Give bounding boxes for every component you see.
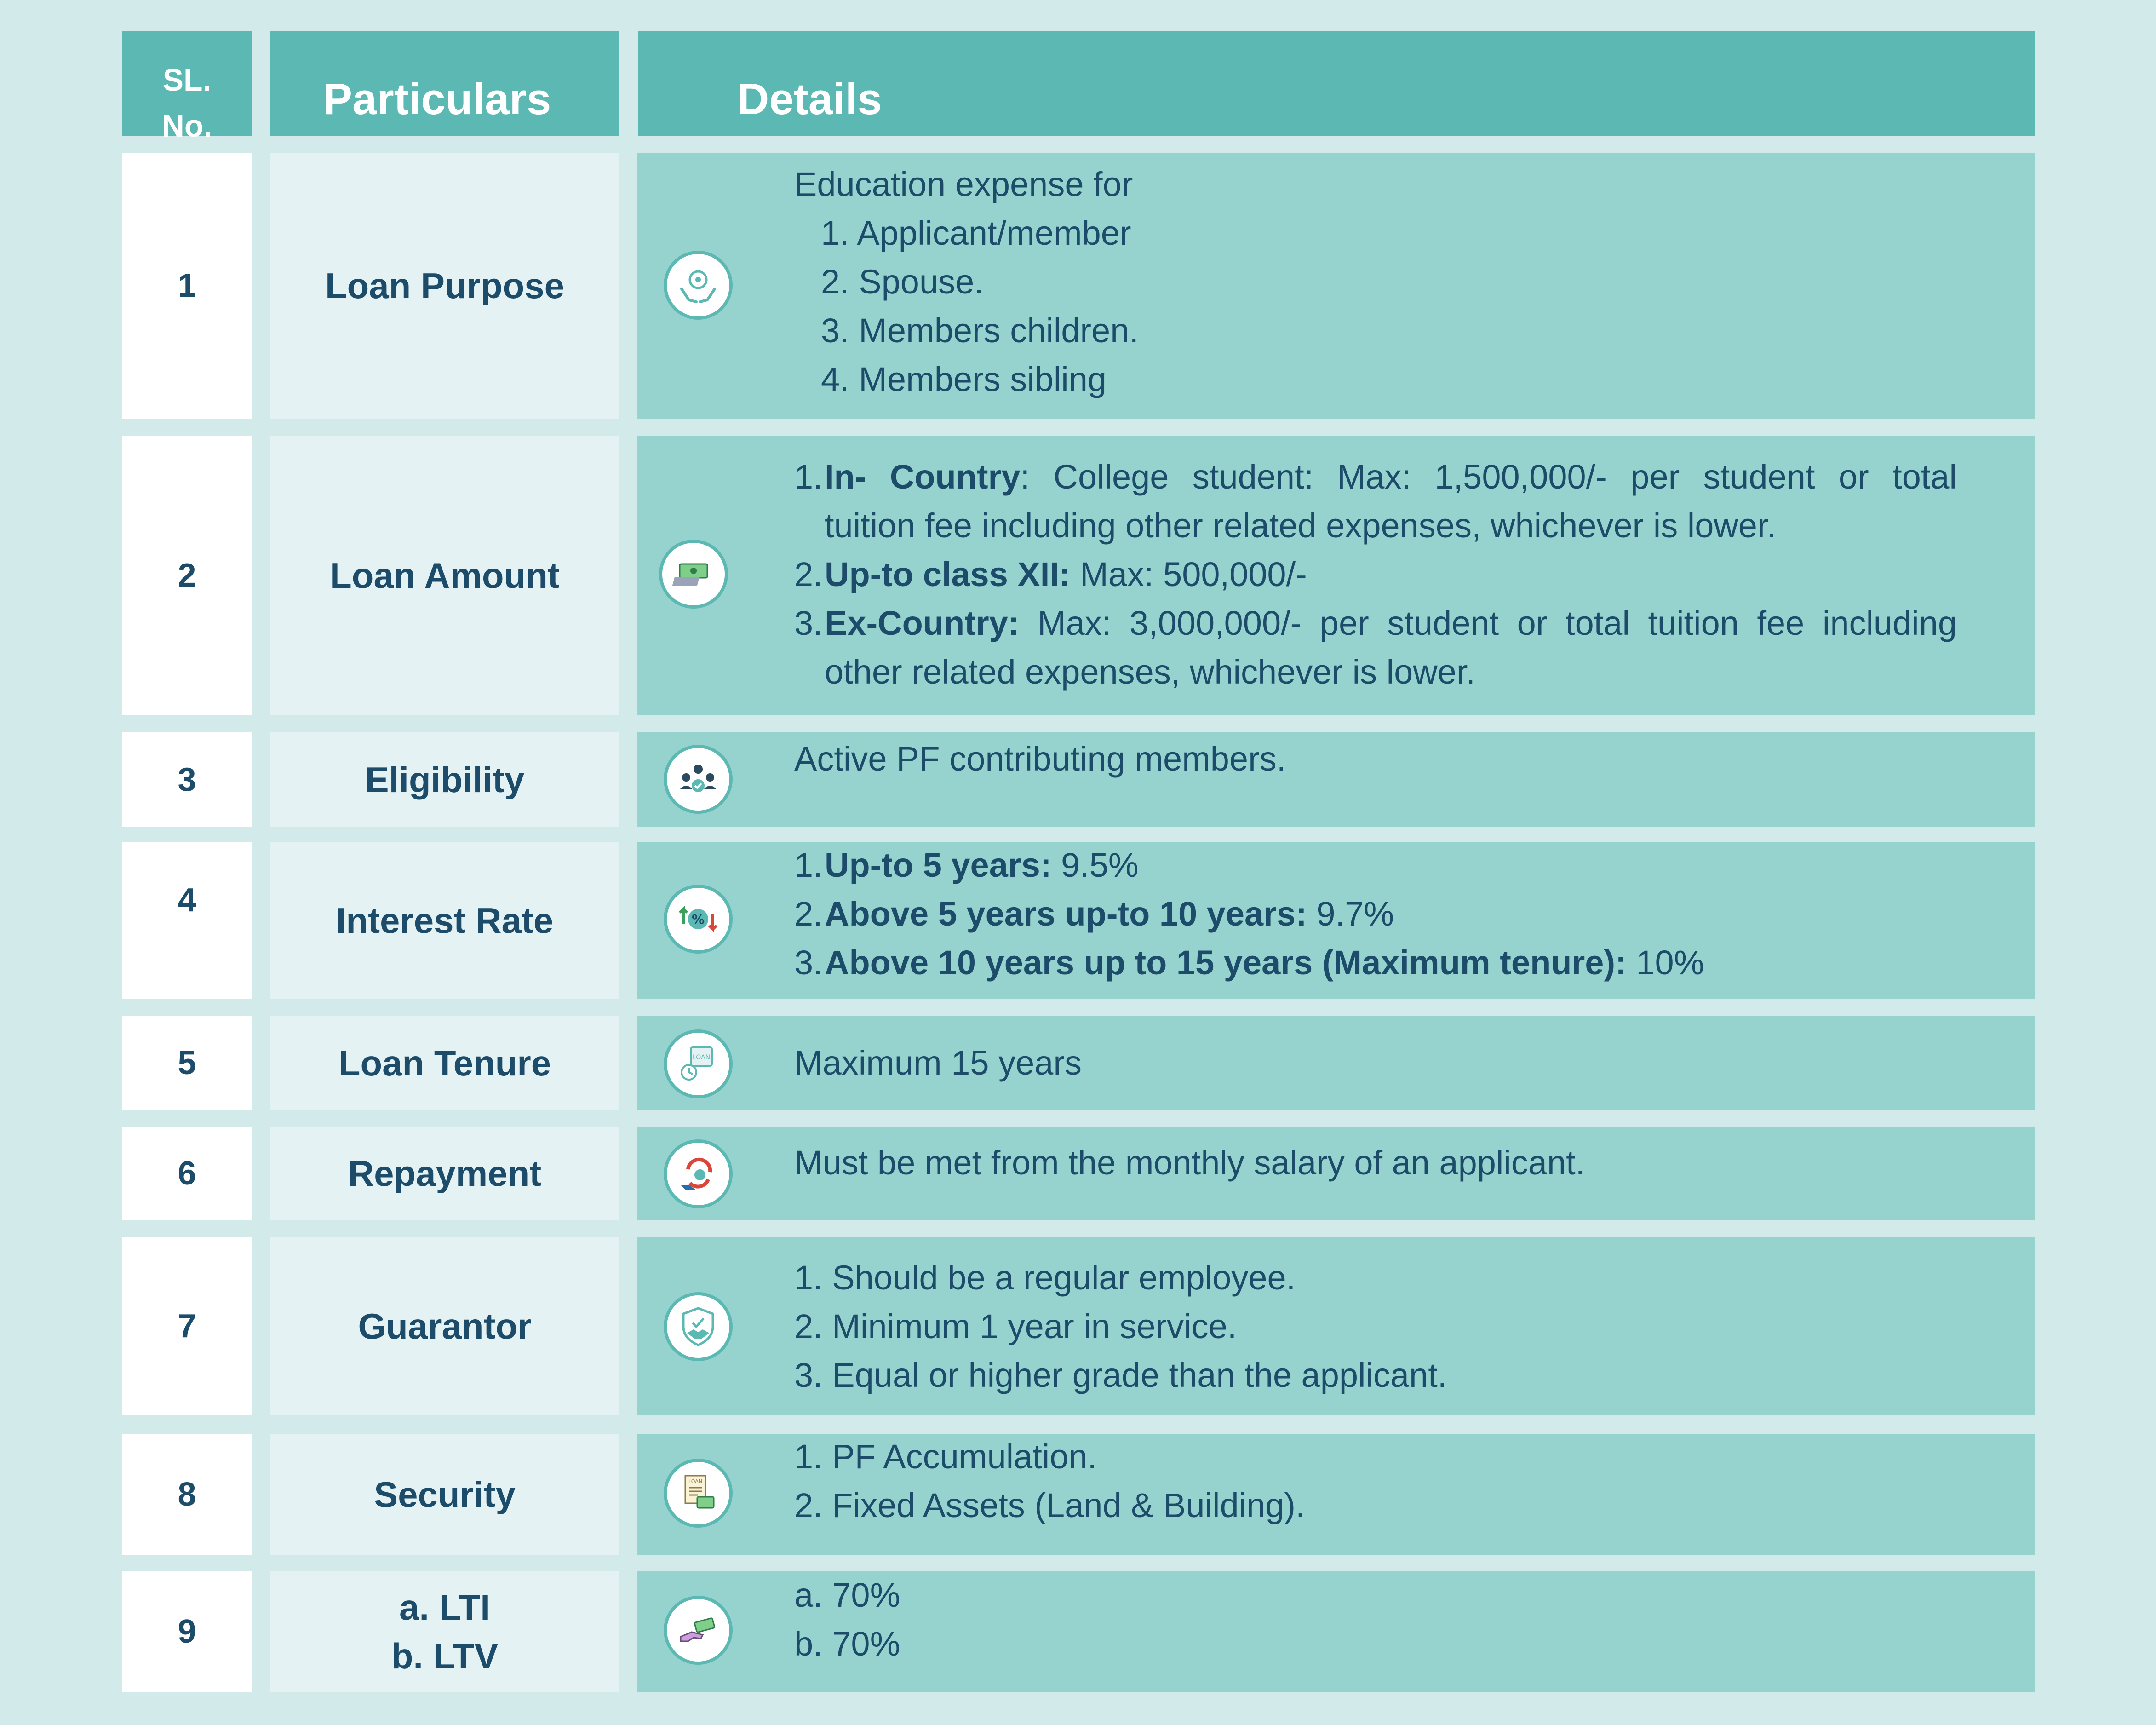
row-4-details	[637, 842, 2035, 999]
row-6-details: Must be met from the monthly salary of an applicant.	[637, 1127, 2035, 1220]
header-details: Details	[638, 31, 2035, 136]
row-7-particular: Guarantor	[270, 1237, 619, 1415]
row-9-particular: a. LTI b. LTV	[270, 1571, 619, 1692]
row-5-particular: Loan Tenure	[270, 1016, 619, 1110]
row-4-particular: Interest Rate	[270, 842, 619, 999]
row-3-sl: 3	[122, 732, 252, 827]
row-2-details	[637, 436, 2035, 715]
row-1-sl: 1	[122, 153, 252, 419]
svg-text:LOAN: LOAN	[688, 1478, 702, 1484]
header-sl-no: SL. No.	[122, 31, 252, 136]
row-7-details: 1. Should be a regular employee. 2. Minimum 1 year in service. 3. Equal or higher grade than the applicant.	[637, 1237, 2035, 1415]
hands-target-icon	[664, 251, 733, 320]
row-9-sl: 9	[122, 1571, 252, 1692]
row-3-details: Active PF contributing members.	[637, 732, 2035, 827]
row-4-sl: 4	[122, 842, 252, 999]
row-1-details: Education expense for 1. Applicant/member 2. Spouse. 3. Members children. 4. Members sibling	[637, 153, 2035, 419]
row-2-sl: 2	[122, 436, 252, 715]
row-5-details: LOAN Maximum 15 years	[637, 1016, 2035, 1110]
row-1-particular: Loan Purpose	[270, 153, 619, 419]
row-5-sl: 5	[122, 1016, 252, 1110]
percent-arrows-icon	[664, 885, 733, 954]
row-7-sl: 7	[122, 1237, 252, 1415]
repayment-cycle-icon	[664, 1139, 733, 1208]
loan-amount-item-1: 1. In- Country: College student: Max: 1,500,000/- per student or total tuition fee including other related expenses, whichever is lower.	[794, 458, 1957, 545]
row-8-sl: 8	[122, 1434, 252, 1555]
svg-text:%: %	[691, 912, 705, 927]
loan-amount-item-3: 3. Ex-Country: Max: 3,000,000/- per student or total tuition fee including other related expenses, whichever is lower.	[794, 604, 1957, 691]
svg-text:LOAN: LOAN	[692, 1054, 711, 1061]
loan-clock-icon	[664, 1029, 733, 1098]
loan-document-icon	[664, 1459, 733, 1528]
interest-item-3: 3. Above 10 years up to 15 years (Maximum tenure): 10%	[794, 943, 1704, 982]
header-particulars: Particulars	[270, 31, 619, 136]
loan-amount-item-2: 2. Up-to class XII: Max: 500,000/-	[794, 555, 1307, 593]
row-2-particular: Loan Amount	[270, 436, 619, 715]
interest-item-1: 1. Up-to 5 years: 9.5%	[794, 846, 1139, 884]
money-stack-icon	[659, 540, 728, 609]
hand-money-icon	[664, 1596, 733, 1665]
row-8-particular: Security	[270, 1434, 619, 1555]
row-6-sl: 6	[122, 1127, 252, 1220]
row-6-particular: Repayment	[270, 1127, 619, 1220]
row-3-particular: Eligibility	[270, 732, 619, 827]
group-check-icon	[664, 745, 733, 814]
interest-item-2: 2. Above 5 years up-to 10 years: 9.7%	[794, 895, 1394, 933]
row-9-details: a. 70% b. 70%	[637, 1571, 2035, 1692]
handshake-shield-icon	[664, 1292, 733, 1361]
row-8-details: LOAN 1. PF Accumulation. 2. Fixed Assets (Land & Building).	[637, 1434, 2035, 1555]
